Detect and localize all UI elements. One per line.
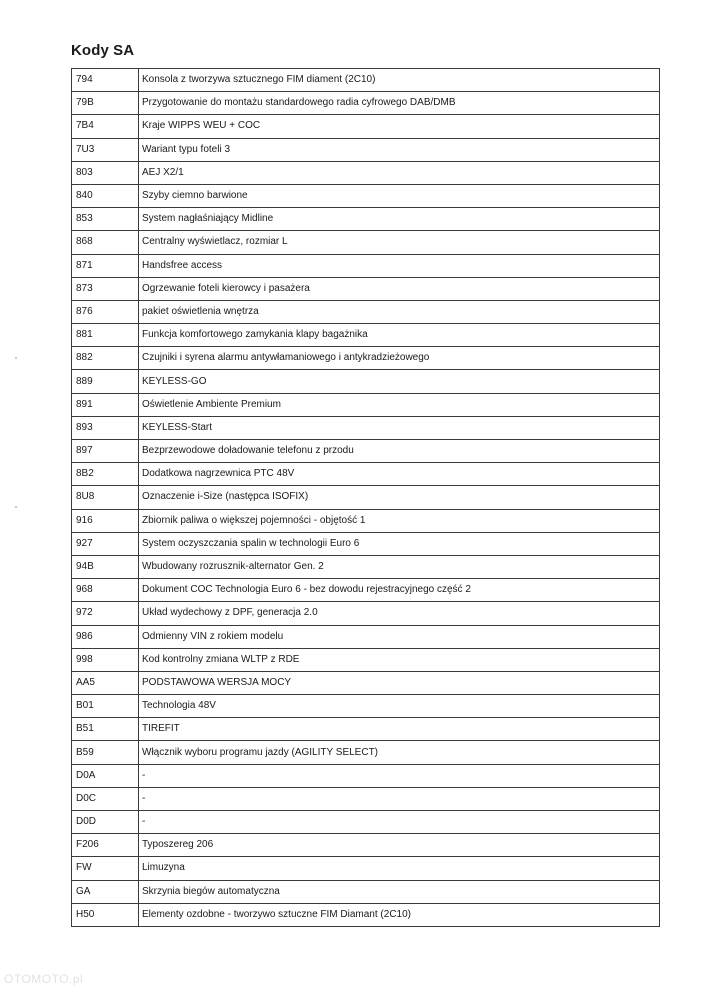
table-row xyxy=(72,903,660,926)
sa-description-cell: System nagłaśniający Midline xyxy=(139,208,660,231)
sa-code-cell: 868 xyxy=(72,231,139,254)
sa-description-cell: Dodatkowa nagrzewnica PTC 48V xyxy=(139,463,660,486)
sa-code-cell: 968 xyxy=(72,579,139,602)
table-row xyxy=(72,787,660,810)
table-row xyxy=(72,463,660,486)
sa-code-cell: 998 xyxy=(72,648,139,671)
sa-code-cell: 893 xyxy=(72,416,139,439)
table-row xyxy=(72,648,660,671)
sa-description-cell: Skrzynia biegów automatyczna xyxy=(139,880,660,903)
table-row xyxy=(72,161,660,184)
sa-code-cell: 840 xyxy=(72,184,139,207)
table-row xyxy=(72,254,660,277)
table-row xyxy=(72,834,660,857)
sa-description-cell: Kraje WIPPS WEU + COC xyxy=(139,115,660,138)
table-row xyxy=(72,184,660,207)
table-row xyxy=(72,300,660,323)
sa-description-cell: - xyxy=(139,787,660,810)
sa-description-cell: Technologia 48V xyxy=(139,695,660,718)
sa-code-cell: 94B xyxy=(72,555,139,578)
table-row xyxy=(72,695,660,718)
sa-description-cell: Dokument COC Technologia Euro 6 - bez dowodu rejestracyjnego część 2 xyxy=(139,579,660,602)
sa-code-cell: B51 xyxy=(72,718,139,741)
sa-description-cell: Przygotowanie do montażu standardowego radia cyfrowego DAB/DMB xyxy=(139,92,660,115)
sa-description-cell: Wariant typu foteli 3 xyxy=(139,138,660,161)
sa-description-cell: Odmienny VIN z rokiem modelu xyxy=(139,625,660,648)
sa-description-cell: Szyby ciemno barwione xyxy=(139,184,660,207)
watermark: OTOMOTO.pl xyxy=(4,972,84,986)
sa-code-cell: 889 xyxy=(72,370,139,393)
sa-code-cell: 927 xyxy=(72,532,139,555)
table-row xyxy=(72,416,660,439)
sa-code-cell: D0A xyxy=(72,764,139,787)
table-row xyxy=(72,486,660,509)
table-row xyxy=(72,857,660,880)
table-row xyxy=(72,718,660,741)
sa-description-cell: System oczyszczania spalin w technologii Euro 6 xyxy=(139,532,660,555)
sa-code-cell: 897 xyxy=(72,440,139,463)
sa-code-cell: 916 xyxy=(72,509,139,532)
sa-description-cell: Funkcja komfortowego zamykania klapy bagażnika xyxy=(139,324,660,347)
sa-description-cell: Oznaczenie i-Size (następca ISOFIX) xyxy=(139,486,660,509)
sa-description-cell: KEYLESS-Start xyxy=(139,416,660,439)
sa-description-cell: - xyxy=(139,764,660,787)
table-row xyxy=(72,764,660,787)
page-title: Kody SA xyxy=(71,42,135,59)
sa-code-cell: B59 xyxy=(72,741,139,764)
sa-description-cell: Czujniki i syrena alarmu antywłamaniowego i antykradzieżowego xyxy=(139,347,660,370)
table-row xyxy=(72,370,660,393)
sa-code-cell: AA5 xyxy=(72,671,139,694)
sa-code-cell: 853 xyxy=(72,208,139,231)
sa-code-cell: 803 xyxy=(72,161,139,184)
sa-description-cell: Układ wydechowy z DPF, generacja 2.0 xyxy=(139,602,660,625)
table-row xyxy=(72,555,660,578)
margin-dot xyxy=(15,357,17,359)
sa-description-cell: Konsola z tworzywa sztucznego FIM diament (2C10) xyxy=(139,69,660,92)
sa-code-cell: FW xyxy=(72,857,139,880)
table-row xyxy=(72,509,660,532)
table-row xyxy=(72,579,660,602)
sa-description-cell: PODSTAWOWA WERSJA MOCY xyxy=(139,671,660,694)
table-row xyxy=(72,741,660,764)
sa-description-cell: Zbiornik paliwa o większej pojemności - objętość 1 xyxy=(139,509,660,532)
sa-code-cell: 871 xyxy=(72,254,139,277)
sa-code-cell: D0C xyxy=(72,787,139,810)
sa-code-cell: 794 xyxy=(72,69,139,92)
sa-description-cell: Typoszereg 206 xyxy=(139,834,660,857)
table-row xyxy=(72,532,660,555)
sa-codes-table-container xyxy=(71,68,660,927)
sa-description-cell: Wbudowany rozrusznik-alternator Gen. 2 xyxy=(139,555,660,578)
table-row xyxy=(72,347,660,370)
table-row xyxy=(72,208,660,231)
sa-description-cell: TIREFIT xyxy=(139,718,660,741)
sa-description-cell: - xyxy=(139,811,660,834)
sa-code-cell: 882 xyxy=(72,347,139,370)
sa-code-cell: 8U8 xyxy=(72,486,139,509)
table-row xyxy=(72,602,660,625)
sa-description-cell: AEJ X2/1 xyxy=(139,161,660,184)
sa-code-cell: H50 xyxy=(72,903,139,926)
sa-code-cell: GA xyxy=(72,880,139,903)
table-body xyxy=(72,69,660,927)
sa-description-cell: Kod kontrolny zmiana WLTP z RDE xyxy=(139,648,660,671)
sa-code-cell: 79B xyxy=(72,92,139,115)
sa-description-cell: KEYLESS-GO xyxy=(139,370,660,393)
sa-code-cell: 891 xyxy=(72,393,139,416)
sa-code-cell: 972 xyxy=(72,602,139,625)
table-row xyxy=(72,880,660,903)
sa-description-cell: Centralny wyświetlacz, rozmiar L xyxy=(139,231,660,254)
table-row xyxy=(72,625,660,648)
table-row xyxy=(72,393,660,416)
sa-description-cell: Bezprzewodowe doładowanie telefonu z przodu xyxy=(139,440,660,463)
sa-description-cell: Ogrzewanie foteli kierowcy i pasażera xyxy=(139,277,660,300)
table-row xyxy=(72,231,660,254)
sa-description-cell: Włącznik wyboru programu jazdy (AGILITY SELECT) xyxy=(139,741,660,764)
sa-code-cell: 873 xyxy=(72,277,139,300)
sa-description-cell: pakiet oświetlenia wnętrza xyxy=(139,300,660,323)
sa-code-cell: 7B4 xyxy=(72,115,139,138)
sa-description-cell: Oświetlenie Ambiente Premium xyxy=(139,393,660,416)
margin-dot xyxy=(15,506,17,508)
sa-description-cell: Limuzyna xyxy=(139,857,660,880)
sa-code-cell: 7U3 xyxy=(72,138,139,161)
table-row xyxy=(72,324,660,347)
table-row xyxy=(72,115,660,138)
sa-code-cell: F206 xyxy=(72,834,139,857)
sa-codes-table xyxy=(71,68,660,927)
sa-code-cell: 8B2 xyxy=(72,463,139,486)
table-row xyxy=(72,138,660,161)
sa-code-cell: B01 xyxy=(72,695,139,718)
table-row xyxy=(72,671,660,694)
sa-code-cell: D0D xyxy=(72,811,139,834)
table-row xyxy=(72,440,660,463)
sa-code-cell: 881 xyxy=(72,324,139,347)
table-row xyxy=(72,811,660,834)
sa-code-cell: 986 xyxy=(72,625,139,648)
table-row xyxy=(72,92,660,115)
table-row xyxy=(72,277,660,300)
sa-description-cell: Handsfree access xyxy=(139,254,660,277)
table-row xyxy=(72,69,660,92)
sa-code-cell: 876 xyxy=(72,300,139,323)
sa-description-cell: Elementy ozdobne - tworzywo sztuczne FIM Diamant (2C10) xyxy=(139,903,660,926)
